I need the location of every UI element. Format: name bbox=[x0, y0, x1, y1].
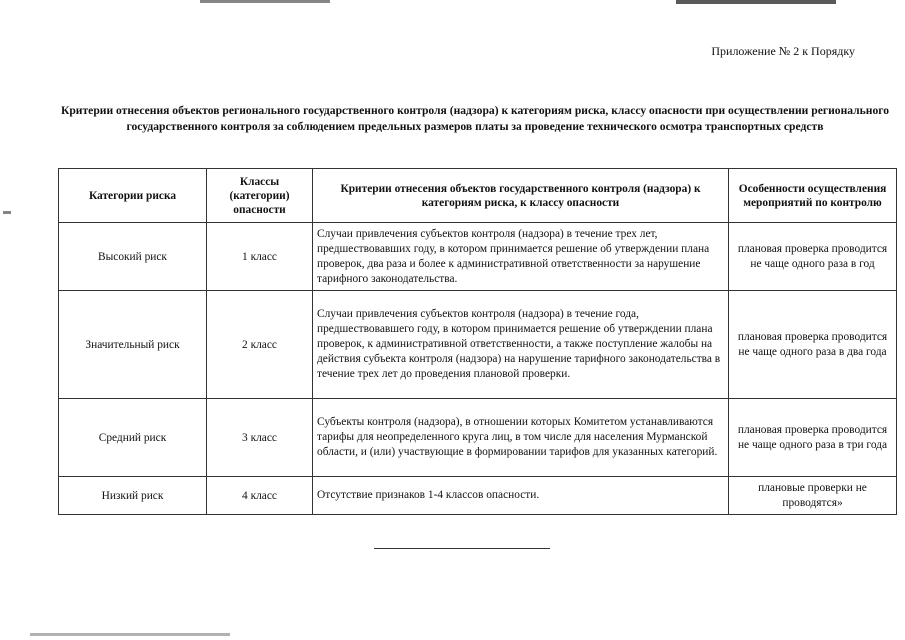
risk-criteria-table bbox=[58, 168, 897, 515]
features-cell: плановая проверка проводится не чаще одного раза в два года bbox=[729, 291, 897, 399]
hazard-class-cell: 2 класс bbox=[207, 291, 313, 399]
table-header-row bbox=[59, 169, 897, 223]
risk-category-cell: Низкий риск bbox=[59, 477, 207, 515]
column-header-features: Особенности осуществления мероприятий по контролю bbox=[729, 169, 897, 223]
scan-artifact bbox=[200, 0, 330, 3]
appendix-label: Приложение № 2 к Порядку bbox=[711, 44, 855, 58]
table-row bbox=[59, 399, 897, 477]
column-header-category: Категории риска bbox=[59, 169, 207, 223]
hazard-class-cell: 4 класс bbox=[207, 477, 313, 515]
scan-artifact bbox=[30, 633, 230, 636]
features-cell: плановая проверка проводится не чаще одного раза в три года bbox=[729, 399, 897, 477]
features-cell: плановые проверки не проводятся» bbox=[729, 477, 897, 515]
criteria-cell: Случаи привлечения субъектов контроля (надзора) в течение года, предшествовавшего году, в котором принимается решение об утверждении плана проверок, к административной ответственности, а также поступление жалобы на действия субъекта контроля (надзора) на нарушение тарифного законодательства в течение трех лет до проведения плановой проверки. bbox=[313, 291, 729, 399]
features-cell: плановая проверка проводится не чаще одного раза в год bbox=[729, 223, 897, 291]
hazard-class-cell: 3 класс bbox=[207, 399, 313, 477]
criteria-cell: Отсутствие признаков 1-4 классов опасности. bbox=[313, 477, 729, 515]
table-row bbox=[59, 477, 897, 515]
scan-artifact bbox=[3, 211, 11, 214]
closing-line bbox=[374, 548, 550, 549]
table-row bbox=[59, 291, 897, 399]
risk-category-cell: Высокий риск bbox=[59, 223, 207, 291]
document-title: Критерии отнесения объектов регионального государственного контроля (надзора) к категориям риска, классу опасности при осуществлении регионального государственного контроля за соблюдением предельных размеров платы за проведение технического осмотра транспортных средств bbox=[60, 104, 890, 133]
hazard-class-cell: 1 класс bbox=[207, 223, 313, 291]
scan-artifact bbox=[676, 0, 836, 4]
criteria-cell: Случаи привлечения субъектов контроля (надзора) в течение трех лет, предшествовавших году, в котором принимается решение об утверждении плана проверок, два раза и более к административной ответственности за нарушение тарифного законодательства. bbox=[313, 223, 729, 291]
column-header-class: Классы (категории) опасности bbox=[207, 169, 313, 223]
column-header-criteria: Критерии отнесения объектов государственного контроля (надзора) к категориям риска, к классу опасности bbox=[313, 169, 729, 223]
risk-category-cell: Значительный риск bbox=[59, 291, 207, 399]
criteria-cell: Субъекты контроля (надзора), в отношении которых Комитетом устанавливаются тарифы для неопределенного круга лиц, в том числе для населения Мурманской области, и (или) участвующие в формировании тарифов для указанных категорий. bbox=[313, 399, 729, 477]
table-row bbox=[59, 223, 897, 291]
risk-category-cell: Средний риск bbox=[59, 399, 207, 477]
